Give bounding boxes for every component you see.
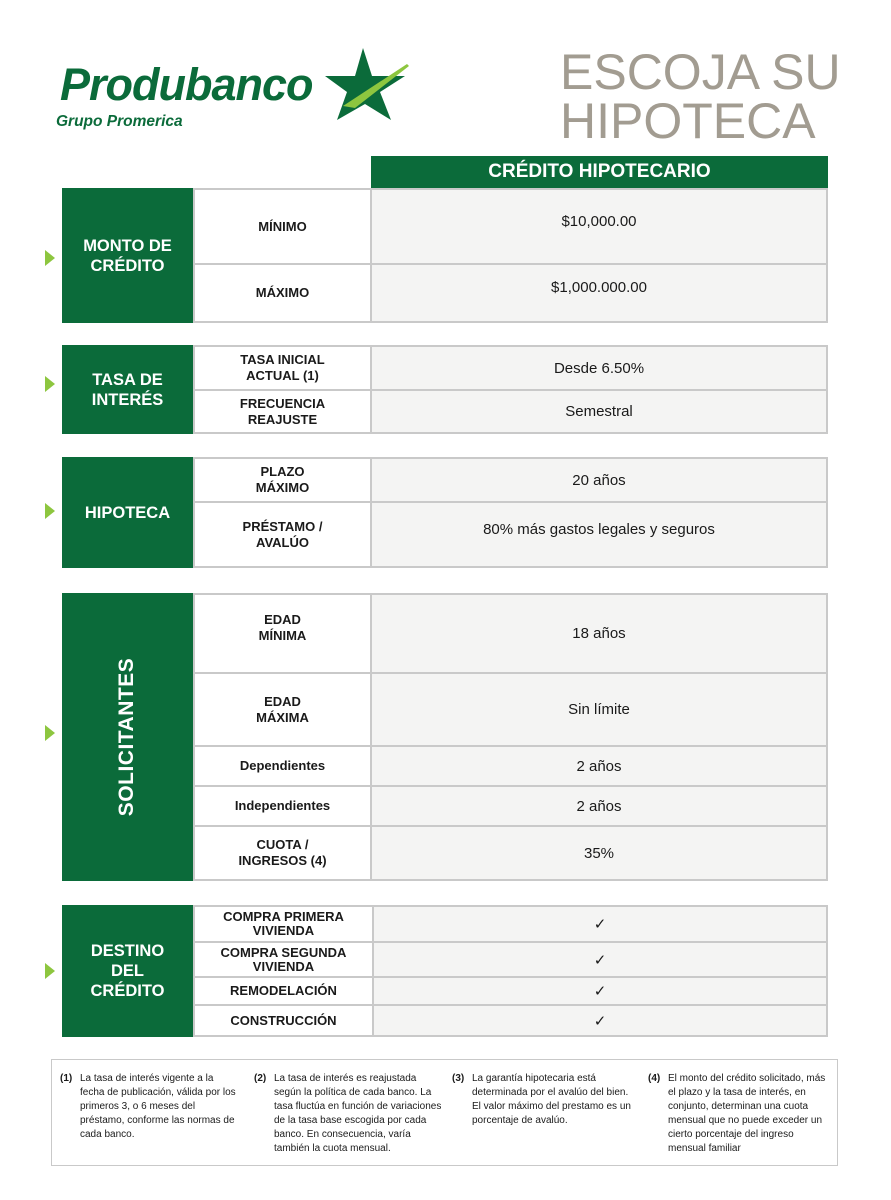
- row-value: Sin límite: [370, 672, 828, 747]
- row-value: 80% más gastos legales y seguros: [370, 501, 828, 568]
- section-arrow-icon: [45, 963, 55, 979]
- row-value: Desde 6.50%: [370, 345, 828, 391]
- footnote-number: (1): [60, 1073, 73, 1084]
- checkmark-icon: ✓: [372, 941, 828, 978]
- row-value: 2 años: [370, 745, 828, 787]
- row-value: Semestral: [370, 389, 828, 434]
- section-arrow-icon: [45, 376, 55, 392]
- footnote-number: (4): [648, 1073, 661, 1084]
- section-label-destino: DESTINO DEL CRÉDITO: [62, 905, 193, 1037]
- footnote-2: [254, 1072, 444, 1162]
- row-value: 35%: [370, 825, 828, 881]
- footnote-4: [648, 1072, 834, 1162]
- checkmark-icon: ✓: [372, 1004, 828, 1037]
- section-arrow-icon: [45, 503, 55, 519]
- section-label-tasa: TASA DE INTERÉS: [62, 345, 193, 434]
- column-header: CRÉDITO HIPOTECARIO: [371, 156, 828, 188]
- row-label: FRECUENCIA REAJUSTE: [193, 389, 372, 434]
- footnote-3: [452, 1072, 638, 1162]
- checkmark-icon: ✓: [372, 976, 828, 1006]
- headline-line-1: ESCOJA SU: [560, 44, 841, 100]
- row-label: EDAD MÁXIMA: [193, 672, 372, 747]
- row-label: TASA INICIAL ACTUAL (1): [193, 345, 372, 391]
- row-value: $1,000.000.00: [370, 263, 828, 323]
- section-arrow-icon: [45, 250, 55, 266]
- footnote-text: La tasa de interés es reajustada según la política de cada banco. La tasa fluctúa en función de variaciones de la tasa base escogida por cada banco. En consecuencia, varía también la cuota mensual.: [274, 1073, 442, 1154]
- footnote-text: La tasa de interés vigente a la fecha de publicación, válida por los primeros 3, o 6 meses del préstamo, conforme las normas de cada banco.: [80, 1073, 236, 1140]
- row-label: CONSTRUCCIÓN: [193, 1004, 374, 1037]
- row-value: 2 años: [370, 785, 828, 827]
- row-label: PLAZO MÁXIMO: [193, 457, 372, 503]
- row-label: REMODELACIÓN: [193, 976, 374, 1006]
- section-arrow-icon: [45, 725, 55, 741]
- star-logo-icon: [325, 46, 410, 122]
- section-label-hipoteca: HIPOTECA: [62, 457, 193, 568]
- section-label-solicitantes-text: SOLICITANTES: [115, 657, 139, 817]
- checkmark-icon: ✓: [372, 905, 828, 943]
- row-label: EDAD MÍNIMA: [193, 593, 372, 674]
- row-value: $10,000.00: [370, 188, 828, 265]
- row-label: Dependientes: [193, 745, 372, 787]
- footnote-text: La garantía hipotecaria está determinada por el avalúo del bien. El valor máximo del prestamo es un porcentaje de avalúo.: [472, 1073, 631, 1126]
- footnote-text: El monto del crédito solicitado, más el plazo y la tasa de interés, en conjunto, determinan una cuota mensual que no puede exceder un cierto porcentaje del ingreso mensual familiar: [668, 1073, 826, 1154]
- headline-line-2: HIPOTECA: [560, 93, 816, 149]
- page-headline: [560, 44, 850, 149]
- brand-logo-wordmark: Produbanco: [60, 59, 313, 110]
- row-label: COMPRA PRIMERA VIVIENDA: [193, 905, 374, 943]
- section-label-solicitantes: [62, 593, 193, 881]
- brand-group-name: Grupo Promerica: [56, 113, 183, 130]
- section-label-monto: MONTO DE CRÉDITO: [62, 188, 193, 323]
- row-label: MÁXIMO: [193, 263, 372, 323]
- row-value: 18 años: [370, 593, 828, 674]
- footnote-1: [60, 1072, 242, 1162]
- row-label: CUOTA / INGRESOS (4): [193, 825, 372, 881]
- footnote-number: (2): [254, 1073, 267, 1084]
- row-value: 20 años: [370, 457, 828, 503]
- footnote-number: (3): [452, 1073, 465, 1084]
- row-label: COMPRA SEGUNDA VIVIENDA: [193, 941, 374, 978]
- row-label: PRÉSTAMO / AVALÚO: [193, 501, 372, 568]
- row-label: MÍNIMO: [193, 188, 372, 265]
- row-label: Independientes: [193, 785, 372, 827]
